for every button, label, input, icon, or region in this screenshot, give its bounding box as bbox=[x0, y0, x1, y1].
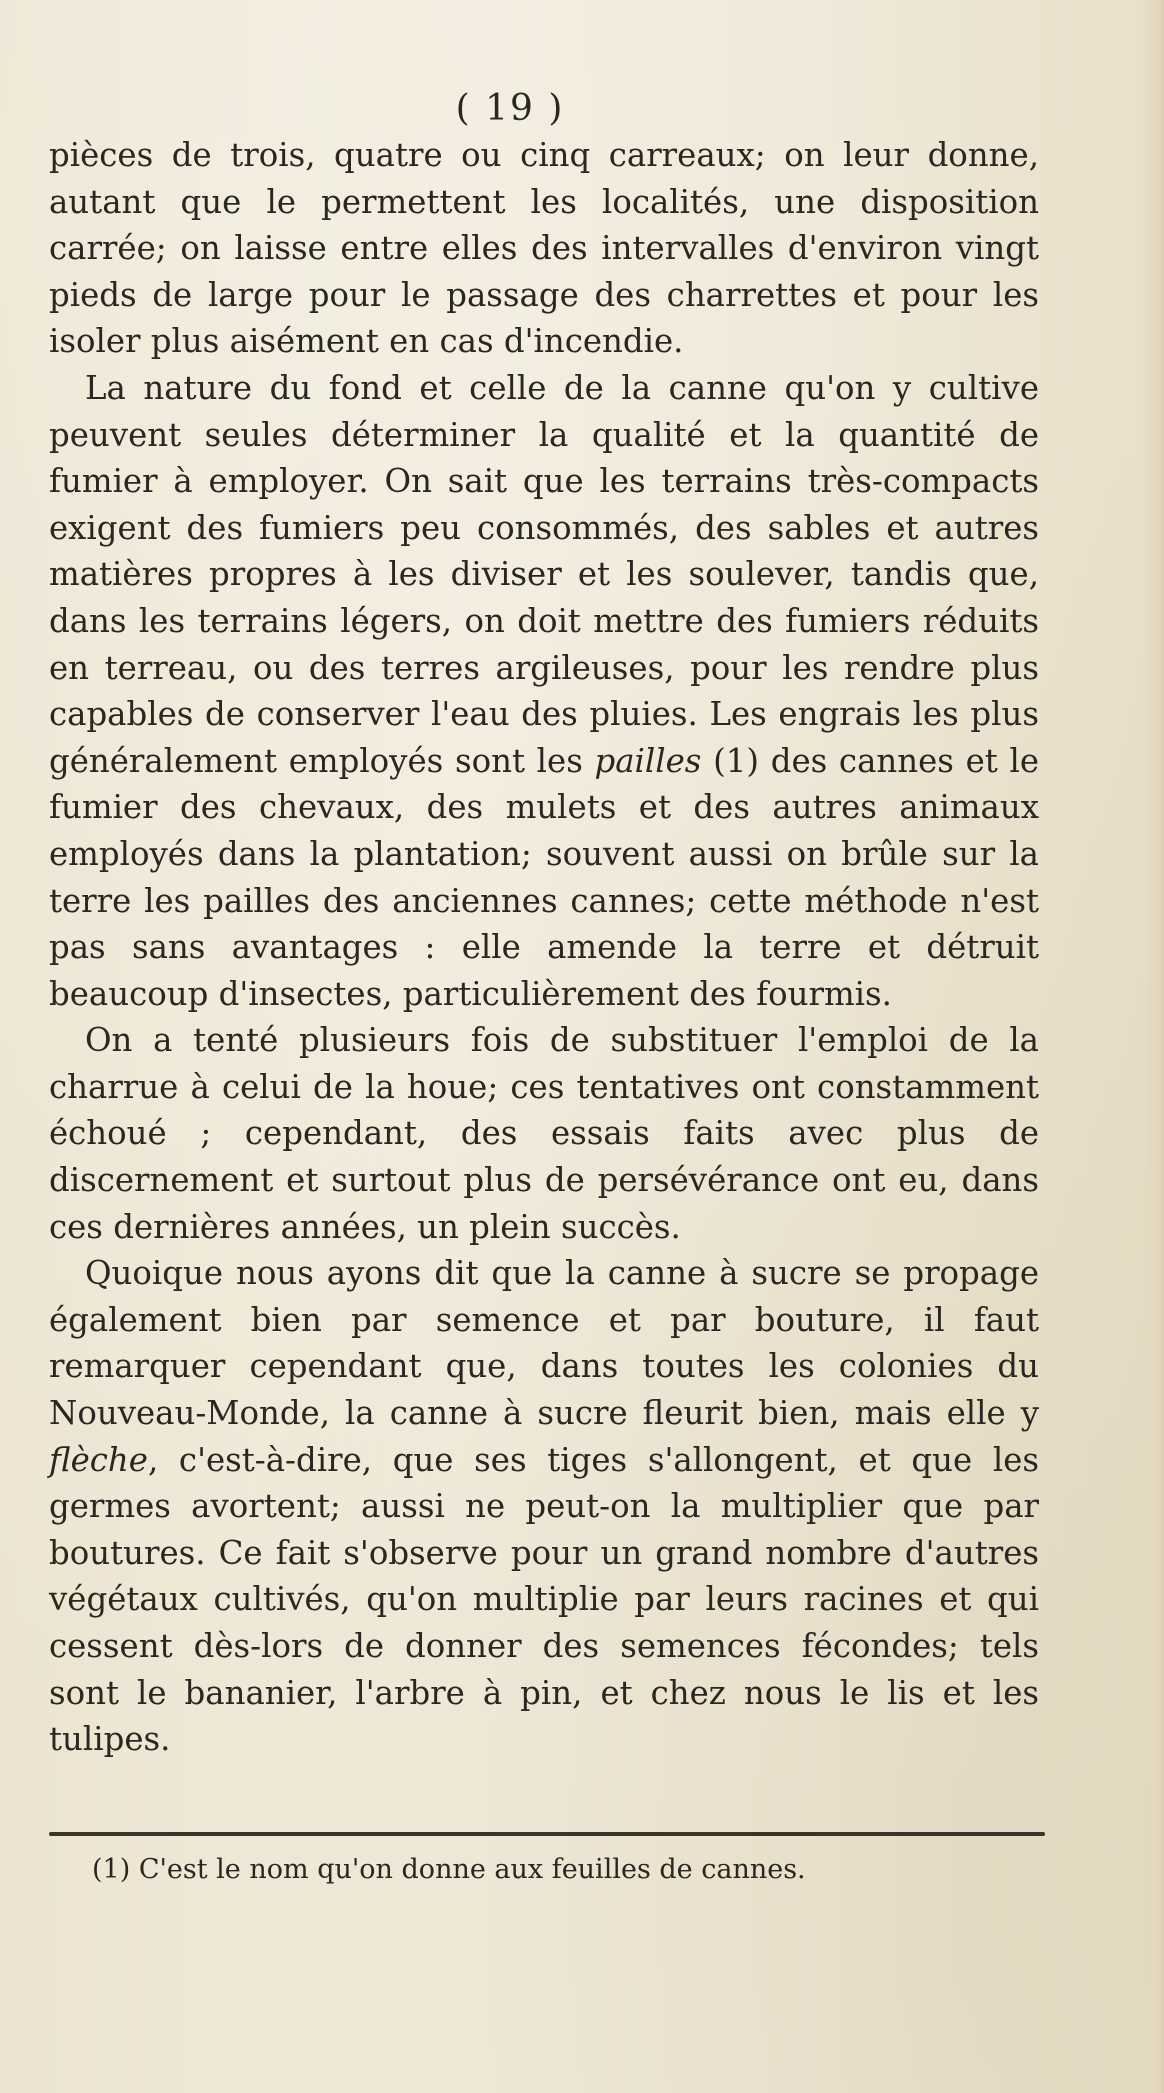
text-segment: On a tenté plusieurs fois de substituer l'emploi de la charrue à celui de la houe; ces tentatives ont constamment échoué ; cependant, des essais faits avec plus de discernement et surtout plus de persévérance ont eu, dans ces dernières années, un plein succès. bbox=[49, 1021, 1039, 1246]
text-segment: La nature du fond et celle de la canne qu'on y cultive peuvent seules déterminer la qualité et la quantité de fumier à employer. On sait que les terrains très-compacts exigent des fumiers peu consommés, des sables et autres matières propres à les diviser et les soulever, tandis que, dans les terrains légers, on doit mettre des fumiers réduits en terreau, ou des terres argileuses, pour les rendre plus capables de conserver l'eau des pluies. Les engrais les plus généralement employés sont les bbox=[49, 368, 1039, 780]
text-segment: (1) des cannes et le fumier des chevaux, des mulets et des autres animaux employés dans la plantation; souvent aussi on brûle sur la terre les pailles des anciennes cannes; cette méthode n'est pas sans avantages : elle amende la terre et détruit beaucoup d'insectes, particulièrement des fourmis. bbox=[49, 741, 1039, 1013]
body-text bbox=[49, 132, 1039, 1763]
paragraph-3 bbox=[49, 1017, 1039, 1250]
page-number: ( 19 ) bbox=[455, 88, 565, 129]
page-edge-shading bbox=[1142, 0, 1164, 2093]
footnote: (1) C'est le nom qu'on donne aux feuilles de cannes. bbox=[92, 1854, 806, 1885]
text-segment: , c'est-à-dire, que ses tiges s'allongent, et que les germes avortent; aussi ne peut-on la multiplier que par boutures. Ce fait s'observe pour un grand nombre d'autres végétaux cultivés, qu'on multiplie par leurs racines et qui cessent dès-lors de donner des semences fécondes; tels sont le bananier, l'arbre à pin, et chez nous le lis et les tulipes. bbox=[49, 1440, 1039, 1759]
italic-term-pailles: pailles bbox=[594, 741, 702, 780]
text-segment: pièces de trois, quatre ou cinq carreaux; on leur donne, autant que le permettent les localités, une disposition carrée; on laisse entre elles des intervalles d'environ vingt pieds de large pour le passage des charrettes et pour les isoler plus aisément en cas d'incendie. bbox=[49, 136, 1039, 361]
footnote-divider bbox=[49, 1832, 1045, 1836]
paragraph-2 bbox=[49, 365, 1039, 1017]
paragraph-1 bbox=[49, 132, 1039, 365]
paragraph-4 bbox=[49, 1250, 1039, 1763]
italic-term-fleche: flèche bbox=[49, 1440, 148, 1479]
text-segment: Quoique nous ayons dit que la canne à sucre se propage également bien par semence et par bouture, il faut remarquer cependant que, dans toutes les colonies du Nouveau-Monde, la canne à sucre fleurit bien, mais elle y bbox=[49, 1254, 1039, 1433]
